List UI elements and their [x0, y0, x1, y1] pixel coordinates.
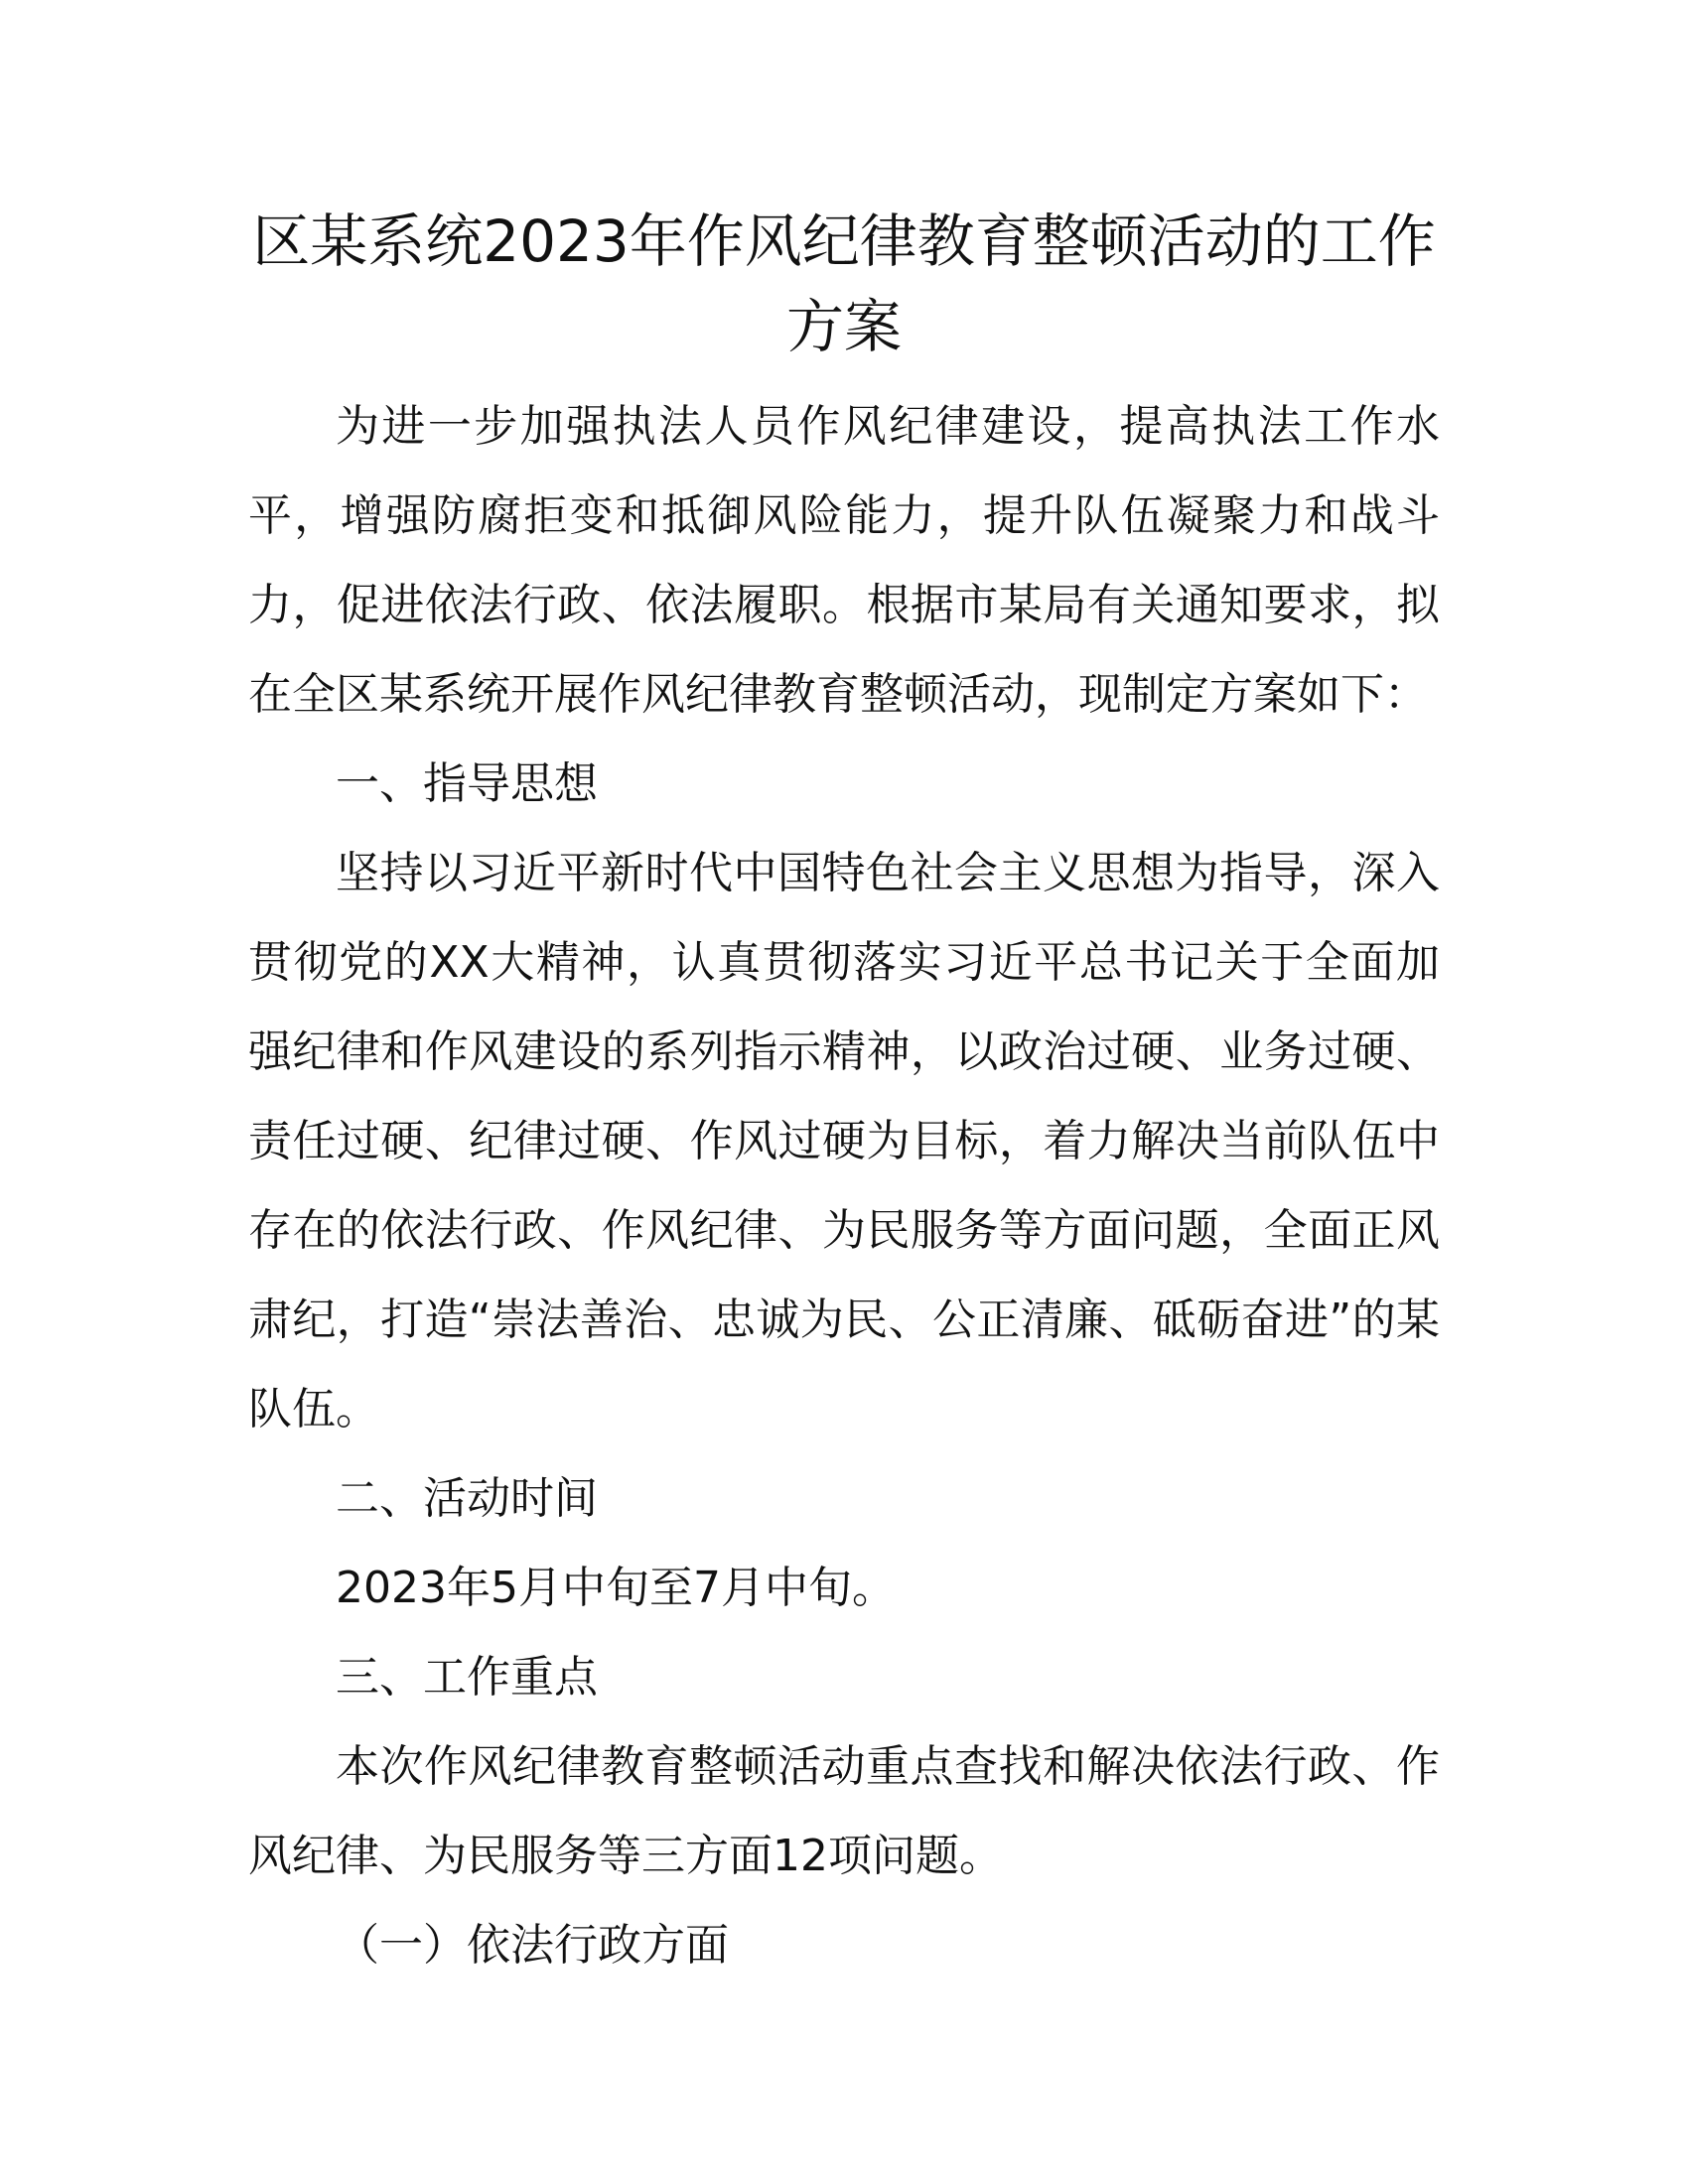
document-body	[248, 382, 1440, 1990]
title-line-1: 区某系统2023年作风纪律教育整顿活动的工作	[252, 207, 1436, 275]
intro-paragraph: 为进一步加强执法人员作风纪律建设，提高执法工作水平，增强防腐拒变和抵御风险能力，提升队伍凝聚力和战斗力，促进依法行政、依法履职。根据市某局有关通知要求，拟在全区某系统开展作风纪律教育整顿活动，现制定方案如下：	[248, 401, 1440, 720]
work-focus-paragraph: 本次作风纪律教育整顿活动重点查找和解决依法行政、作风纪律、为民服务等三方面12项问题。	[248, 1741, 1440, 1881]
guiding-thought-paragraph: 坚持以习近平新时代中国特色社会主义思想为指导，深入贯彻党的XX大精神，认真贯彻落实习近平总书记关于全面加强纪律和作风建设的系列指示精神，以政治过硬、业务过硬、责任过硬、纪律过硬、作风过硬为目标，着力解决当前队伍中存在的依法行政、作风纪律、为民服务等方面问题，全面正风肃纪，打造“崇法善治、忠诚为民、公正清廉、砥砺奋进”的某队伍。	[248, 848, 1440, 1434]
title-line-2: 方案	[785, 293, 902, 360]
document-title	[248, 199, 1440, 369]
subsection-heading-law-administration: （一）依法行政方面	[336, 1920, 729, 1971]
activity-time-paragraph: 2023年5月中旬至7月中旬。	[336, 1563, 896, 1613]
section-heading-guiding-thought: 一、指导思想	[336, 758, 598, 809]
section-heading-work-focus: 三、工作重点	[336, 1652, 598, 1703]
section-heading-activity-time: 二、活动时间	[336, 1473, 598, 1524]
